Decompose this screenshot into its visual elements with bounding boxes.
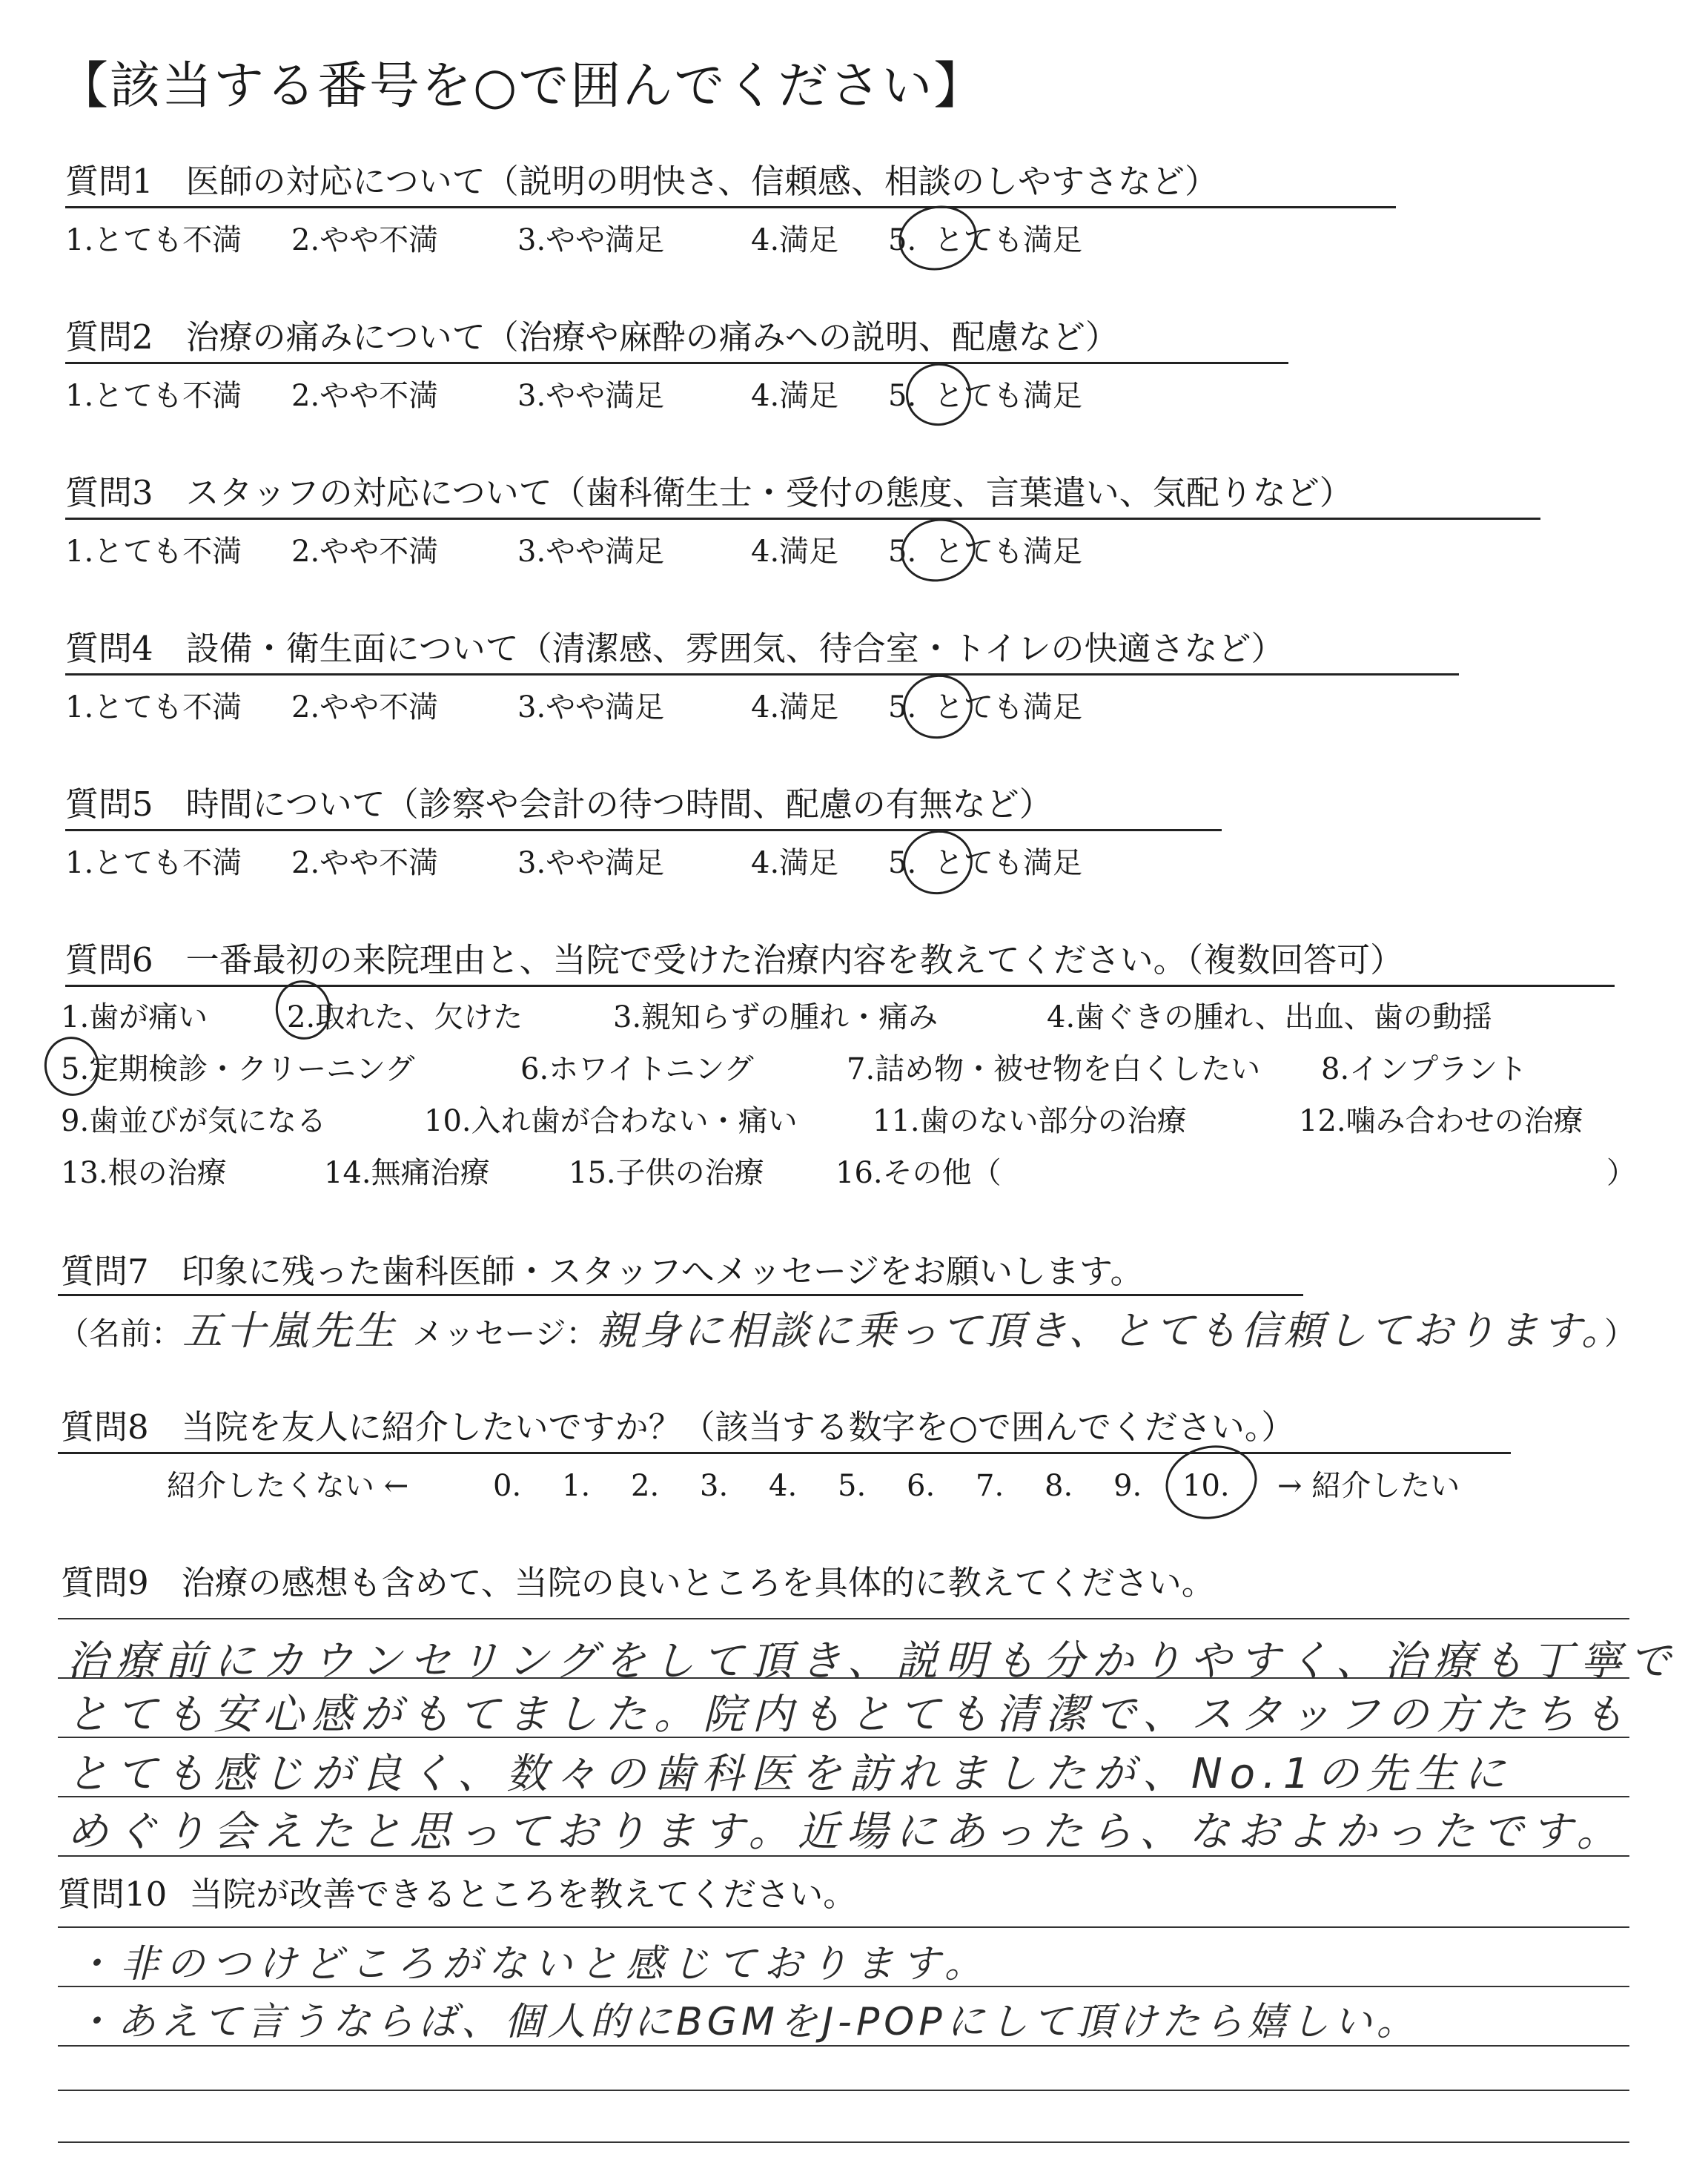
q4-option-5-label: とても満足 <box>934 690 1082 724</box>
question-8-text: 当院を友人に紹介したいですか？（該当する数字を○で囲んでください。） <box>181 1407 1295 1447</box>
q2-option-5-label: とても満足 <box>934 379 1082 413</box>
q1-option-1[interactable]: 1.とても不満 <box>65 223 242 257</box>
question-6-label: 質問6 <box>65 940 153 980</box>
question-6-options-row-4 <box>61 1149 1640 1192</box>
q1-option-5-label: とても満足 <box>934 223 1082 257</box>
q5-option-2[interactable]: 2.やや不満 <box>291 846 439 880</box>
question-10-label: 質問10 <box>58 1875 168 1914</box>
q5-option-5-label: とても満足 <box>934 846 1082 880</box>
q8-option-5[interactable]: 5. <box>838 1469 867 1503</box>
q6-option-11[interactable]: 11.歯のない部分の治療 <box>873 1104 1187 1138</box>
question-3-text: スタッフの対応について（歯科衛生士・受付の態度、言葉遣い、気配りなど） <box>185 473 1353 512</box>
q6-option-2[interactable]: 2.取れた、欠けた <box>287 1000 523 1034</box>
question-7 <box>61 1244 1143 1292</box>
q6-option-10[interactable]: 10.入れ歯が合わない・痛い <box>424 1104 798 1138</box>
question-3 <box>65 466 1353 514</box>
q5-option-1[interactable]: 1.とても不満 <box>65 846 242 880</box>
q6-option-14[interactable]: 14.無痛治療 <box>324 1156 490 1190</box>
question-3-label: 質問3 <box>65 473 153 512</box>
question-5-label: 質問5 <box>65 785 153 824</box>
q1-selection-circle <box>893 199 983 277</box>
q6-option-8[interactable]: 8.インプラント <box>1321 1052 1528 1086</box>
question-2-text: 治療の痛みについて（治療や麻酔の痛みへの説明、配慮など） <box>185 317 1119 357</box>
q9-rule-0 <box>58 1618 1629 1619</box>
q4-option-2[interactable]: 2.やや不満 <box>291 690 439 724</box>
q8-option-2[interactable]: 2. <box>631 1469 660 1503</box>
q10-answer-line-2[interactable]: ・あえて言うならば、個人的にBGMをJ-POPにして頂けたら嬉しい。 <box>74 2000 1420 2044</box>
q9-answer-line-2[interactable]: とても安心感がもてました。院内もとても清潔で、スタッフの方たちも <box>67 1691 1632 1739</box>
q2-option-3[interactable]: 3.やや満足 <box>517 379 665 413</box>
q5-selection-circle <box>897 824 979 901</box>
q6-option-3[interactable]: 3.親知らずの腫れ・痛み <box>613 1000 939 1034</box>
q9-answer-line-4[interactable]: めぐり会えたと思っております。近場にあったら、なおよかったです。 <box>67 1808 1626 1856</box>
question-3-underline <box>65 518 1540 520</box>
q8-option-3[interactable]: 3. <box>700 1469 729 1503</box>
q10-answer-line-1[interactable]: ・非のつけどころがないと感じております。 <box>74 1942 990 1986</box>
question-5-underline <box>65 829 1222 831</box>
question-4-text: 設備・衛生面について（清潔感、雰囲気、待合室・トイレの快適さなど） <box>185 629 1285 668</box>
question-2-underline <box>65 362 1288 364</box>
q6-option-16-close: ） <box>1606 1156 1636 1190</box>
q4-option-4[interactable]: 4.満足 <box>751 690 839 724</box>
q8-option-6[interactable]: 6. <box>907 1469 936 1503</box>
question-4 <box>65 621 1285 670</box>
question-7-answer-row <box>58 1299 1652 1356</box>
question-8-scale <box>167 1462 1460 1505</box>
q8-option-10[interactable]: 10. <box>1182 1469 1230 1503</box>
q2-option-5[interactable]: 5. <box>888 379 917 413</box>
q3-option-5-label: とても満足 <box>934 535 1082 569</box>
question-7-label: 質問7 <box>61 1252 149 1291</box>
q3-option-3[interactable]: 3.やや満足 <box>517 535 665 569</box>
q9-answer-line-1[interactable]: 治療前にカウンセリングをして頂き、説明も分かりやすく、治療も丁寧で <box>67 1637 1678 1685</box>
q3-option-2[interactable]: 2.やや不満 <box>291 535 439 569</box>
question-1-text: 医師の対応について（説明の明快さ、信頼感、相談のしやすさなど） <box>185 162 1218 201</box>
question-1-label: 質問1 <box>65 162 153 201</box>
q2-option-2[interactable]: 2.やや不満 <box>291 379 439 413</box>
q6-option-9[interactable]: 9.歯並びが気になる <box>61 1104 327 1138</box>
q8-option-8[interactable]: 8. <box>1045 1469 1073 1503</box>
q10-rule-0 <box>58 1926 1629 1928</box>
q6-selection-circle-5 <box>39 1031 105 1101</box>
q5-option-3[interactable]: 3.やや満足 <box>517 846 665 880</box>
q2-option-1[interactable]: 1.とても不満 <box>65 379 242 413</box>
question-8-label: 質問8 <box>61 1407 149 1447</box>
q8-option-0[interactable]: 0. <box>493 1469 522 1503</box>
question-4-underline <box>65 673 1459 676</box>
question-9-label: 質問9 <box>61 1563 149 1602</box>
q6-option-1[interactable]: 1.歯が痛い <box>61 1000 208 1034</box>
q10-rule-3 <box>58 2090 1629 2091</box>
question-8-underline <box>58 1452 1511 1454</box>
q8-option-1[interactable]: 1. <box>562 1469 591 1503</box>
question-5-text: 時間について（診察や会計の待つ時間、配慮の有無など） <box>185 785 1053 824</box>
q4-selection-circle <box>897 668 979 745</box>
q8-option-9[interactable]: 9. <box>1113 1469 1142 1503</box>
q3-option-4[interactable]: 4.満足 <box>751 535 839 569</box>
question-5 <box>65 777 1053 825</box>
q4-option-3[interactable]: 3.やや満足 <box>517 690 665 724</box>
q1-option-5[interactable]: 5. <box>888 223 917 257</box>
q2-option-4[interactable]: 4.満足 <box>751 379 839 413</box>
question-6 <box>65 933 1403 981</box>
q4-option-1[interactable]: 1.とても不満 <box>65 690 242 724</box>
question-6-options-row-3 <box>61 1097 1583 1140</box>
question-10 <box>58 1867 856 1915</box>
q3-option-5[interactable]: 5. <box>888 535 917 569</box>
q10-rule-4 <box>58 2141 1629 2143</box>
q9-answer-line-3[interactable]: とても感じが良く、数々の歯科医を訪れましたが、No.1の先生に <box>67 1750 1513 1798</box>
q5-option-5[interactable]: 5. <box>888 846 917 880</box>
question-1 <box>65 154 1218 202</box>
question-7-underline <box>58 1294 1303 1296</box>
q2-selection-circle <box>900 357 977 432</box>
q8-option-4[interactable]: 4. <box>769 1469 798 1503</box>
question-9 <box>61 1556 1215 1604</box>
q7-name-label: （名前： <box>58 1315 183 1352</box>
q7-message-value[interactable]: 親身に相談に乗って頂き、とても信頼しております。 <box>597 1307 1605 1354</box>
question-8 <box>61 1400 1294 1448</box>
page-title: 【該当する番号を○で囲んでください】 <box>58 57 986 116</box>
q6-option-16[interactable]: 16.その他（ <box>835 1156 1002 1190</box>
question-2 <box>65 310 1119 358</box>
q6-option-7[interactable]: 7.詰め物・被せ物を白くしたい <box>847 1052 1261 1086</box>
q7-message-label: メッセージ： <box>412 1315 598 1352</box>
question-6-text: 一番最初の来院理由と、当院で受けた治療内容を教えてください。（複数回答可） <box>185 940 1404 980</box>
q3-selection-circle <box>895 512 981 588</box>
q8-selection-circle <box>1159 1437 1264 1527</box>
q8-option-7[interactable]: 7. <box>976 1469 1004 1503</box>
q7-close-paren: ） <box>1604 1315 1636 1352</box>
question-2-label: 質問2 <box>65 317 153 357</box>
q6-option-12[interactable]: 12.噛み合わせの治療 <box>1299 1104 1583 1138</box>
q1-option-2[interactable]: 2.やや不満 <box>291 223 439 257</box>
q1-option-4[interactable]: 4.満足 <box>751 223 839 257</box>
q5-option-4[interactable]: 4.満足 <box>751 846 839 880</box>
q7-name-value[interactable]: 五十嵐先生 <box>182 1307 398 1354</box>
q8-right-label: → 紹介したい <box>1277 1469 1460 1503</box>
q8-left-label: 紹介したくない ← <box>167 1469 409 1503</box>
question-9-text: 治療の感想も含めて、当院の良いところを具体的に教えてください。 <box>181 1563 1215 1602</box>
q6-option-6[interactable]: 6.ホワイトニング <box>520 1052 754 1086</box>
question-7-text: 印象に残った歯科医師・スタッフへメッセージをお願いします。 <box>181 1252 1144 1291</box>
q1-option-3[interactable]: 3.やや満足 <box>517 223 665 257</box>
question-1-underline <box>65 206 1396 208</box>
q4-option-5[interactable]: 5. <box>888 690 917 724</box>
question-4-label: 質問4 <box>65 629 153 668</box>
q6-option-13[interactable]: 13.根の治療 <box>61 1156 227 1190</box>
q6-option-15[interactable]: 15.子供の治療 <box>569 1156 764 1190</box>
q6-option-4[interactable]: 4.歯ぐきの腫れ、出血、歯の動揺 <box>1047 1000 1492 1034</box>
question-10-text: 当院が改善できるところを教えてください。 <box>189 1875 857 1914</box>
q3-option-1[interactable]: 1.とても不満 <box>65 535 242 569</box>
question-6-options-row-2 <box>61 1046 1527 1088</box>
q6-option-5[interactable]: 5.定期検診・クリーニング <box>61 1052 415 1086</box>
